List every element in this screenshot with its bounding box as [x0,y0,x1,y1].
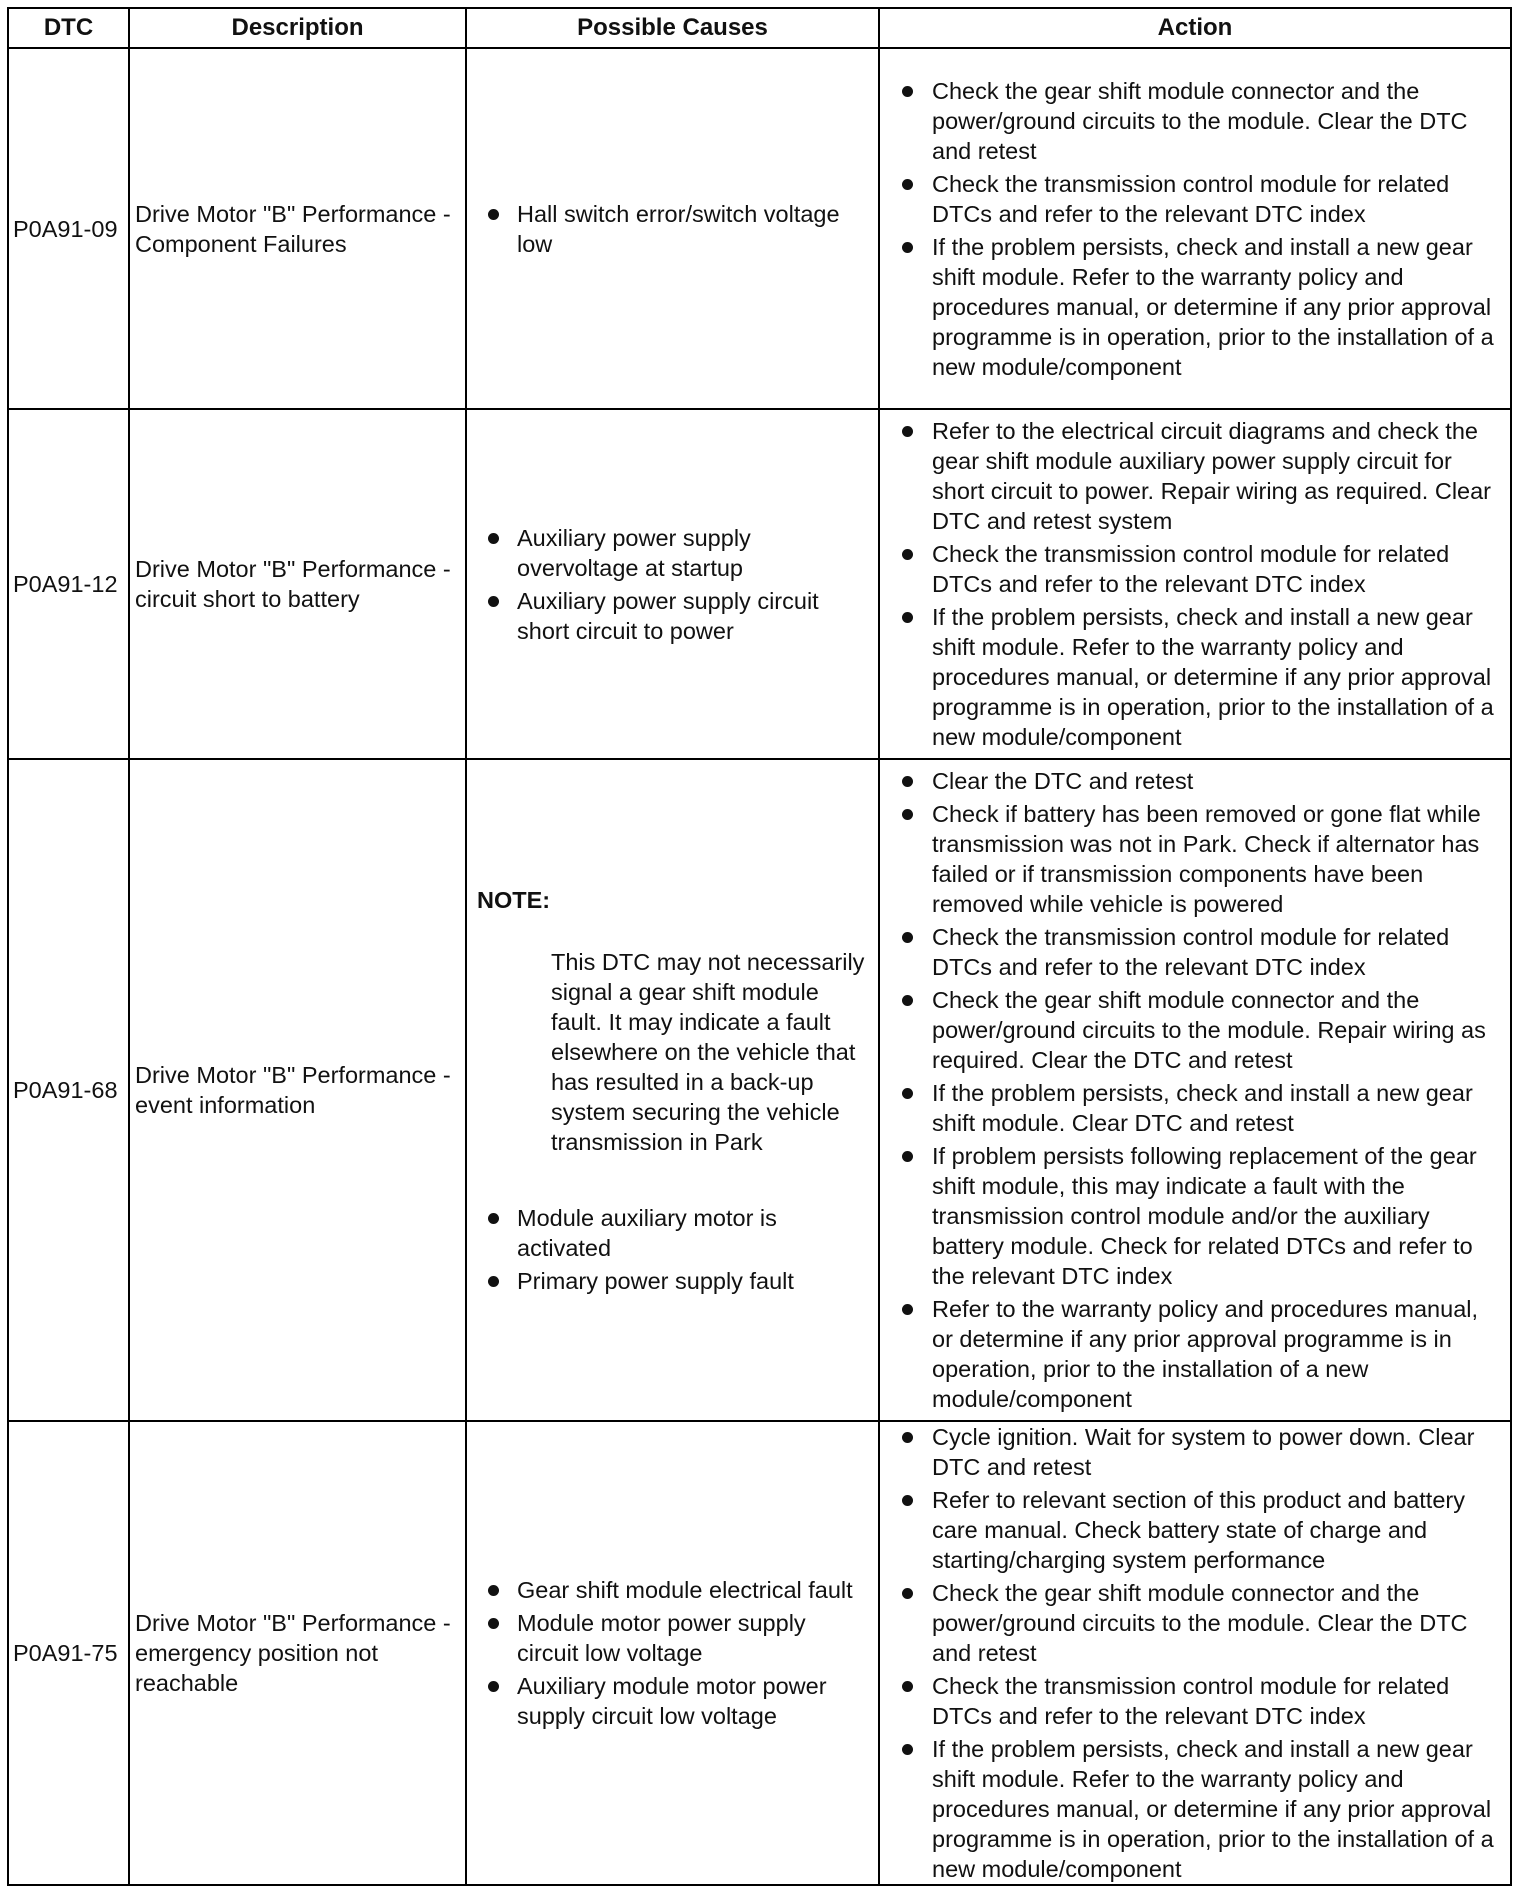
action-item: Refer to the warranty policy and procedures manual, or determine if any prior approval programme is in operation, prior to the installation of a new module/component [885,1294,1505,1414]
dtc-table [7,7,1512,1886]
action-item: If problem persists following replacement of the gear shift module, this may indicate a fault with the transmission control module and/or the auxiliary battery module. Check for related DTCs and refer to the relevant DTC index [885,1141,1505,1291]
cause-item: Auxiliary module motor power supply circuit low voltage [477,1671,873,1731]
action-item: If the problem persists, check and install a new gear shift module. Clear DTC and retest [885,1078,1505,1138]
action-item: Check the transmission control module for related DTCs and refer to the relevant DTC index [885,169,1505,229]
header-dtc: DTC [8,8,129,48]
action-item: Check the transmission control module for related DTCs and refer to the relevant DTC index [885,539,1505,599]
table-row [8,48,1511,409]
cause-item: Module auxiliary motor is activated [477,1203,873,1263]
note-body: This DTC may not necessarily signal a gear shift module fault. It may indicate a fault elsewhere on the vehicle that has resulted in a back-up system securing the vehicle transmission in Park [551,948,865,1155]
dtc-code: P0A91-09 [8,48,129,409]
action-item: If the problem persists, check and install a new gear shift module. Refer to the warranty policy and procedures manual, or determine if any prior approval programme is in operation, prior to the installation of a new module/component [885,1734,1505,1884]
dtc-description: Drive Motor "B" Performance - Component Failures [129,48,466,409]
table-header-row [8,8,1511,48]
cause-item: Primary power supply fault [477,1266,873,1296]
header-description: Description [129,8,466,48]
note-title: NOTE: [477,886,551,913]
action-item: If the problem persists, check and install a new gear shift module. Refer to the warranty policy and procedures manual, or determine if any prior approval programme is in operation, prior to the installation of a new module/component [885,232,1505,382]
action-item: Check the gear shift module connector and the power/ground circuits to the module. Repair wiring as required. Clear the DTC and retest [885,985,1505,1075]
action-item: If the problem persists, check and install a new gear shift module. Refer to the warranty policy and procedures manual, or determine if any prior approval programme is in operation, prior to the installation of a new module/component [885,602,1505,752]
action-item: Check the transmission control module for related DTCs and refer to the relevant DTC index [885,922,1505,982]
action-item: Cycle ignition. Wait for system to power down. Clear DTC and retest [885,1422,1505,1482]
action-item: Check the gear shift module connector and the power/ground circuits to the module. Clear the DTC and retest [885,1578,1505,1668]
table-row [8,759,1511,1421]
cause-item: Module motor power supply circuit low voltage [477,1608,873,1668]
possible-causes [466,759,879,1421]
header-possible-causes: Possible Causes [466,8,879,48]
dtc-code: P0A91-12 [8,409,129,759]
dtc-description: Drive Motor "B" Performance - emergency position not reachable [129,1421,466,1885]
action-item: Check the transmission control module for related DTCs and refer to the relevant DTC index [885,1671,1505,1731]
possible-causes [466,48,879,409]
table-row [8,1421,1511,1885]
actions [879,409,1511,759]
possible-causes [466,1421,879,1885]
actions [879,1421,1511,1885]
possible-causes [466,409,879,759]
actions [879,759,1511,1421]
action-item: Check if battery has been removed or gone flat while transmission was not in Park. Check if alternator has failed or if transmission components have been removed while vehicle is powered [885,799,1505,919]
action-item: Clear the DTC and retest [885,766,1505,796]
cause-item: Hall switch error/switch voltage low [477,199,873,259]
table-row [8,409,1511,759]
header-action: Action [879,8,1511,48]
cause-item: Gear shift module electrical fault [477,1575,873,1605]
action-item: Check the gear shift module connector and the power/ground circuits to the module. Clear the DTC and retest [885,76,1505,166]
dtc-description: Drive Motor "B" Performance - event information [129,759,466,1421]
dtc-description: Drive Motor "B" Performance - circuit short to battery [129,409,466,759]
dtc-code: P0A91-75 [8,1421,129,1885]
action-item: Refer to the electrical circuit diagrams and check the gear shift module auxiliary power supply circuit for short circuit to power. Repair wiring as required. Clear DTC and retest system [885,416,1505,536]
cause-item: Auxiliary power supply circuit short circuit to power [477,586,873,646]
actions [879,48,1511,409]
action-item: Refer to relevant section of this product and battery care manual. Check battery state of charge and starting/charging system performance [885,1485,1505,1575]
dtc-code: P0A91-68 [8,759,129,1421]
cause-item: Auxiliary power supply overvoltage at startup [477,523,873,583]
